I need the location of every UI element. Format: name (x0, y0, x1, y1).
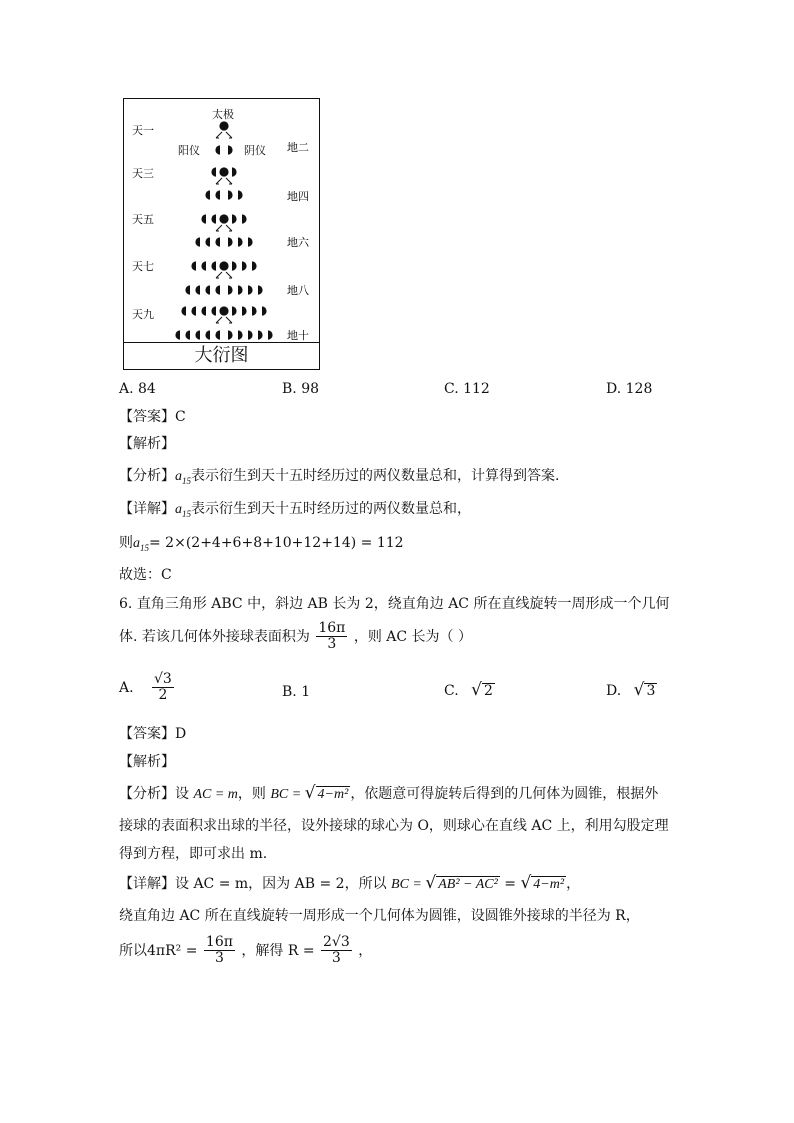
yin-half-dot (242, 214, 247, 223)
q6-xiangjie-line3-a: 所以4πR² = (119, 942, 198, 959)
yang-yi-label: 阳仪 (178, 144, 200, 157)
yang-half-dot (215, 237, 220, 246)
branch-arrow-right (226, 178, 232, 184)
q6-stem-line1-text: 直角三角形 ABC 中，斜边 AB 长为 2，绕直角边 AC 所在直线旋转一周形成一个几何 (136, 596, 670, 612)
yin-yi-label: 阴仪 (244, 144, 266, 157)
q6-option-a-den: 2 (158, 687, 168, 704)
q6-xiangjie-frac2 (321, 935, 352, 967)
left-label-4: 天七 (132, 260, 154, 273)
q6-xiangjie-frac2-den: 3 (331, 950, 341, 967)
q6-fenxi-text-f: ，依题意可得旋转后得到的几何体为圆锥，根据外 (350, 786, 659, 802)
q5-xiangjie-text: 表示衍生到天十五时经历过的两仪数量总和， (191, 501, 471, 517)
q5-calc-expr: = 2×(2+4+6+8+10+12+14) = 112 (149, 535, 404, 551)
q6-fenxi-line1 (119, 783, 658, 803)
yang-half-dot (205, 330, 210, 339)
q5-option-b: B. 98 (282, 381, 320, 397)
yin-half-dot (228, 190, 233, 199)
branch-arrow-left (216, 317, 222, 323)
taiji-dot (219, 121, 228, 130)
yin-half-dot (262, 306, 267, 315)
yin-half-dot (248, 285, 253, 294)
q6-fenxi-sqrt: √ 4−m² (304, 783, 349, 803)
branch-arrow-right (226, 272, 232, 278)
diagram-caption: 大衍图 (124, 342, 319, 369)
q5-fenxi-tag: 【分析】 (119, 468, 175, 484)
yin-half-dot (258, 330, 263, 339)
yang-half-dot (191, 306, 196, 315)
q6-xiangjie-frac1-den: 3 (214, 950, 224, 967)
right-label-3: 地六 (287, 236, 309, 249)
yang-half-dot (195, 285, 200, 294)
yang-half-dot (185, 330, 190, 339)
q6-fenxi-line3: 得到方程，即可求出 m. (119, 846, 268, 862)
q6-xiangjie-line3-c: ， (358, 942, 373, 959)
q6-xiangjie-text-a: 设 AC = m，因为 AB = 2，所以 (175, 876, 387, 892)
taiji-dot (219, 167, 228, 176)
q6-xiangjie-line2: 绕直角边 AC 所在直线旋转一周形成一个几何体为圆锥，设圆锥外接球的半径为 R， (119, 908, 640, 924)
q6-option-b: B. 1 (282, 684, 311, 700)
yin-half-dot (248, 330, 253, 339)
yang-half-dot (211, 306, 216, 315)
yin-half-dot (238, 237, 243, 246)
yin-half-dot (248, 237, 253, 246)
q6-fenxi-text-a: 设 (175, 786, 189, 802)
q5-option-c: C. 112 (444, 381, 490, 397)
q6-number: 6. (119, 596, 133, 612)
yin-half-dot (268, 330, 273, 339)
q5-calc-line (119, 532, 404, 553)
q5-answer: C (175, 409, 186, 425)
q6-xiangjie-bc: BC = (391, 877, 426, 892)
q6-xiangjie-sqrt2: √ 4−m² (520, 873, 565, 893)
q6-option-a (119, 672, 176, 704)
q6-xiangjie-frac2-num: 2√3 (323, 934, 350, 950)
branch-arrow-left (216, 178, 222, 184)
q5-conclusion: 故选：C (119, 567, 172, 583)
q6-surface-frac-den: 3 (327, 636, 337, 653)
q6-option-d-label: D. (606, 683, 622, 699)
q6-option-c-sqrt: √ 2 (471, 680, 493, 700)
left-label-1: 天一 (132, 124, 154, 137)
taiji-label: 太极 (212, 108, 234, 121)
q6-xiangjie-line3 (119, 935, 372, 967)
yang-half-dot (215, 145, 220, 154)
q6-surface-fraction (316, 621, 347, 653)
q6-xiangjie-eq: = (499, 876, 521, 892)
q5-xiangjie-tag: 【详解】 (119, 501, 175, 517)
q6-fenxi-tag: 【分析】 (119, 786, 175, 802)
yang-half-dot (205, 237, 210, 246)
q5-fenxi-text: 表示衍生到天十五时经历过的两仪数量总和，计算得到答案. (191, 468, 560, 484)
taiji-dot (219, 261, 228, 270)
yang-half-dot (215, 330, 220, 339)
branch-arrow-right (226, 225, 232, 231)
q6-option-d-sqrt: √ 3 (633, 680, 656, 700)
yang-half-dot (175, 330, 180, 339)
right-label-2: 地四 (287, 190, 309, 203)
yin-half-dot (228, 285, 233, 294)
q5-a15-symbol-3: $a_{15}$ (133, 536, 149, 553)
q6-fenxi-line2: 接球的表面积求出球的半径，设外接球的球心为 O，则球心在直线 AC 上，利用勾股定理 (119, 818, 669, 834)
yang-half-dot (201, 306, 206, 315)
left-label-3: 天五 (132, 213, 154, 226)
q6-xiangjie-line1 (119, 873, 580, 893)
branch-arrow-right (226, 317, 232, 323)
yang-half-dot (215, 190, 220, 199)
q5-answer-line (119, 406, 186, 426)
yang-half-dot (205, 190, 210, 199)
q6-option-d (606, 682, 657, 699)
right-label-4: 地八 (287, 284, 309, 297)
left-label-2: 天三 (132, 167, 154, 180)
q5-answer-tag: 【答案】 (119, 409, 175, 425)
q6-stem-line2 (119, 621, 472, 653)
left-label-5: 天九 (132, 308, 154, 321)
q6-analysis-tag: 【解析】 (119, 754, 175, 770)
q6-option-c (444, 682, 495, 699)
yang-half-dot (195, 237, 200, 246)
q6-answer-tag: 【答案】 (119, 726, 175, 742)
taiji-dot (219, 306, 228, 315)
yang-half-dot (215, 285, 220, 294)
q5-xiangjie-line (119, 498, 471, 519)
yin-half-dot (252, 261, 257, 270)
yin-half-dot (228, 237, 233, 246)
q6-option-a-fraction (152, 672, 174, 704)
yang-half-dot (205, 285, 210, 294)
yang-half-dot (195, 330, 200, 339)
q6-option-c-label: C. (444, 683, 459, 699)
q5-a15-symbol-2: $a_{15}$ (175, 502, 191, 519)
q5-fenxi-line (119, 465, 559, 486)
yin-half-dot (238, 285, 243, 294)
q5-option-a: A. 84 (119, 381, 156, 397)
yin-half-dot (232, 261, 237, 270)
yin-half-dot (232, 214, 237, 223)
q6-xiangjie-line3-b: ，解得 R = (241, 942, 315, 959)
q6-stem-line2-b: ，则 AC 长为（ ） (353, 628, 473, 645)
q6-stem-line2-a: 体. 若该几何体外接球表面积为 (119, 628, 310, 645)
branch-arrow-right (226, 132, 232, 138)
yin-half-dot (242, 261, 247, 270)
yin-half-dot (228, 330, 233, 339)
q5-analysis-tag: 【解析】 (119, 436, 175, 452)
yin-half-dot (228, 145, 233, 154)
q6-xiangjie-sqrt1: √ AB² − AC² (425, 873, 498, 893)
right-label-5: 地十 (287, 329, 309, 342)
q5-a15-symbol: $a_{15}$ (175, 469, 191, 486)
q6-xiangjie-frac1-num: 16π (205, 934, 233, 950)
q5-calc-prefix: 则 (119, 535, 133, 551)
q6-xiangjie-text-f: ， (566, 876, 581, 892)
yin-half-dot (258, 285, 263, 294)
yang-half-dot (201, 214, 206, 223)
q6-answer-line (119, 723, 186, 743)
dayan-diagram-figure (124, 99, 318, 343)
q6-option-a-label: A. (119, 679, 134, 696)
branch-arrow-left (216, 132, 222, 138)
q6-fenxi-ac: AC = m (193, 787, 238, 802)
branch-arrow-left (216, 272, 222, 278)
yin-half-dot (242, 306, 247, 315)
dayan-diagram (123, 98, 320, 370)
yin-half-dot (252, 306, 257, 315)
yin-half-dot (238, 190, 243, 199)
branch-arrow-left (216, 225, 222, 231)
yang-half-dot (191, 261, 196, 270)
yang-half-dot (185, 285, 190, 294)
yang-half-dot (211, 167, 216, 176)
q6-answer: D (175, 726, 187, 742)
yin-half-dot (232, 167, 237, 176)
yin-half-dot (232, 306, 237, 315)
yang-half-dot (211, 214, 216, 223)
q6-fenxi-text-c: ，则 (237, 786, 266, 802)
q5-option-d: D. 128 (606, 381, 653, 397)
q6-xiangjie-tag: 【详解】 (119, 876, 175, 892)
yang-half-dot (201, 261, 206, 270)
yang-half-dot (211, 261, 216, 270)
yin-half-dot (238, 330, 243, 339)
q6-surface-frac-num: 16π (318, 620, 346, 636)
right-label-1: 地二 (287, 141, 309, 154)
yang-half-dot (181, 306, 186, 315)
q6-fenxi-bc: BC = (270, 787, 305, 802)
taiji-dot (219, 214, 228, 223)
q6-option-a-num: √3 (154, 671, 172, 687)
q6-stem-line1 (119, 593, 669, 613)
q6-xiangjie-frac1 (204, 935, 235, 967)
